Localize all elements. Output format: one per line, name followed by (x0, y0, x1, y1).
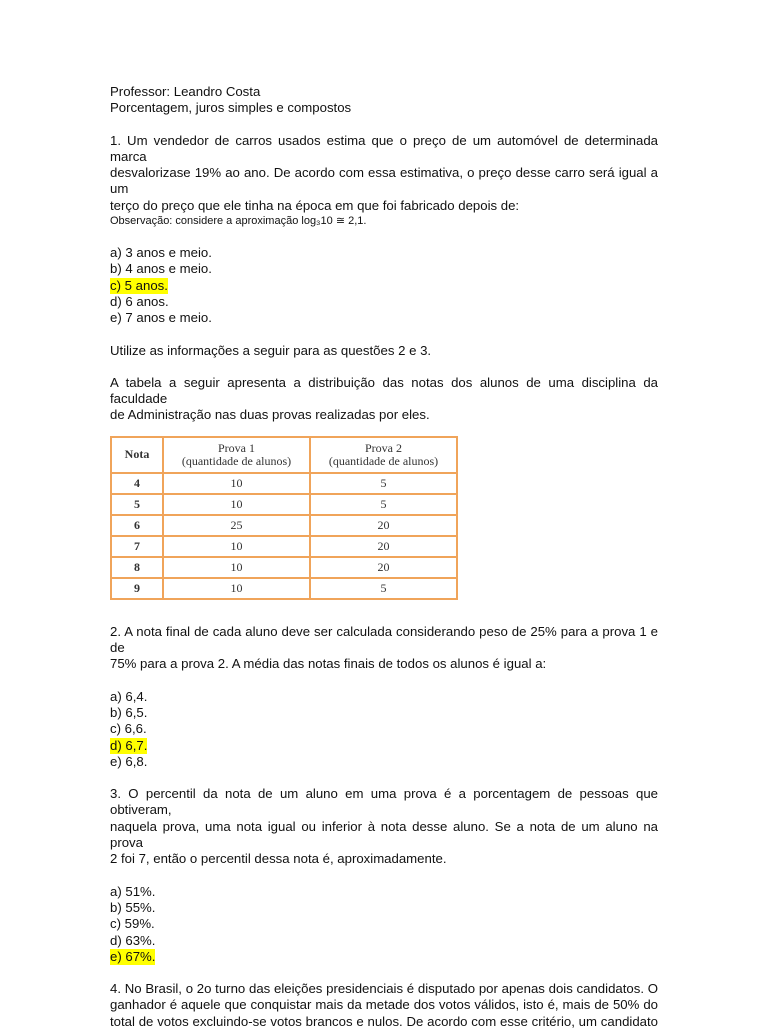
q1-option-d: d) 6 anos. (110, 293, 169, 309)
table-row (111, 473, 457, 494)
cell-prova-2: 20 (310, 515, 457, 536)
q1-line-1: 1. Um vendedor de carros usados estima que o preço de um automóvel de determinada marca (110, 132, 658, 164)
q3-line-1: 3. O percentil da nota de um aluno em uma prova é a porcentagem de pessoas que obtiveram, (110, 786, 658, 818)
q2-option-e: e) 6,8. (110, 753, 148, 769)
cell-prova-2: 20 (310, 536, 457, 557)
q3-option-b: b) 55%. (110, 899, 156, 915)
q3-option-a: a) 51%. (110, 883, 156, 899)
cell-nota: 4 (111, 473, 163, 494)
q3-option-c: c) 59%. (110, 916, 155, 932)
cell-nota: 6 (111, 515, 163, 536)
q2-line-1: 2. A nota final de cada aluno deve ser calculada considerando peso de 25% para a prova 1 e de (110, 623, 658, 656)
cell-nota: 8 (111, 557, 163, 578)
header-prova-2 (310, 437, 457, 473)
table-row (111, 578, 457, 599)
table-description-line-2: de Administração nas duas provas realizadas por eles. (110, 407, 430, 423)
q1-note: Observação: considere a aproximação log₃10 ≅ 2,1. (110, 215, 367, 228)
q4-line-3: total de votos excluindo-se votos brancos e nulos. De acordo com esse critério, um candidato (110, 1013, 658, 1029)
table-row (111, 557, 457, 578)
q4-line-2: ganhador é aquele que conquistar mais da metade dos votos válidos, isto é, mais de 50% do (110, 997, 658, 1013)
cell-prova-2: 20 (310, 557, 457, 578)
document-content (110, 84, 658, 1030)
table-row (111, 536, 457, 557)
cell-nota: 5 (111, 494, 163, 515)
q3-line-3: 2 foi 7, então o percentil dessa nota é, aproximadamente. (110, 851, 447, 867)
header-prova-2-sub: (quantidade de alunos) (328, 453, 439, 468)
table-header-row (111, 437, 457, 473)
cell-prova-2: 5 (310, 494, 457, 515)
cell-prova-1: 10 (163, 557, 310, 578)
cell-prova-1: 10 (163, 578, 310, 599)
table-row (111, 494, 457, 515)
intro-text: Utilize as informações a seguir para as questões 2 e 3. (110, 342, 432, 358)
cell-prova-1: 10 (163, 536, 310, 557)
q1-option-c-highlighted: c) 5 anos. (110, 277, 168, 293)
q1-option-e: e) 7 anos e meio. (110, 310, 212, 326)
q3-option-d: d) 63%. (110, 932, 156, 948)
header-prova-1 (163, 437, 310, 473)
cell-prova-2: 5 (310, 578, 457, 599)
header-nota: Nota (111, 437, 163, 473)
header-prova-1-sub: (quantidade de alunos) (181, 453, 292, 468)
grades-table (110, 436, 458, 600)
header-prova-2-title: Prova 2 (365, 440, 402, 455)
q2-line-2: 75% para a prova 2. A média das notas finais de todos os alunos é igual a: (110, 656, 547, 672)
q2-option-c: c) 6,6. (110, 721, 147, 737)
q1-line-2: desvalorizase 19% ao ano. De acordo com essa estimativa, o preço desse carro será igual a um (110, 165, 658, 197)
cell-prova-1: 25 (163, 515, 310, 536)
q1-option-b: b) 4 anos e meio. (110, 261, 212, 277)
q1-line-3: terço do preço que ele tinha na época em que foi fabricado depois de: (110, 197, 520, 213)
cell-prova-1: 10 (163, 473, 310, 494)
cell-nota: 7 (111, 536, 163, 557)
cell-nota: 9 (111, 578, 163, 599)
q2-option-b: b) 6,5. (110, 704, 148, 720)
q4-line-1: 4. No Brasil, o 2o turno das eleições presidenciais é disputado por apenas dois candidatos. O (110, 981, 658, 997)
table-row (111, 515, 457, 536)
table-description-line-1: A tabela a seguir apresenta a distribuição das notas dos alunos de uma disciplina da faculdade (110, 374, 658, 407)
q3-line-2: naquela prova, uma nota igual ou inferior à nota desse aluno. Se a nota de um aluno na prova (110, 818, 658, 851)
q1-option-a: a) 3 anos e meio. (110, 245, 212, 261)
q2-option-d-highlighted: d) 6,7. (110, 737, 148, 753)
cell-prova-1: 10 (163, 494, 310, 515)
header-prova-1-title: Prova 1 (218, 440, 255, 455)
document-topic: Porcentagem, juros simples e compostos (110, 100, 352, 116)
professor-name: Professor: Leandro Costa (110, 84, 261, 99)
cell-prova-2: 5 (310, 473, 457, 494)
q3-option-e-highlighted: e) 67%. (110, 948, 156, 964)
q2-option-a: a) 6,4. (110, 688, 148, 704)
